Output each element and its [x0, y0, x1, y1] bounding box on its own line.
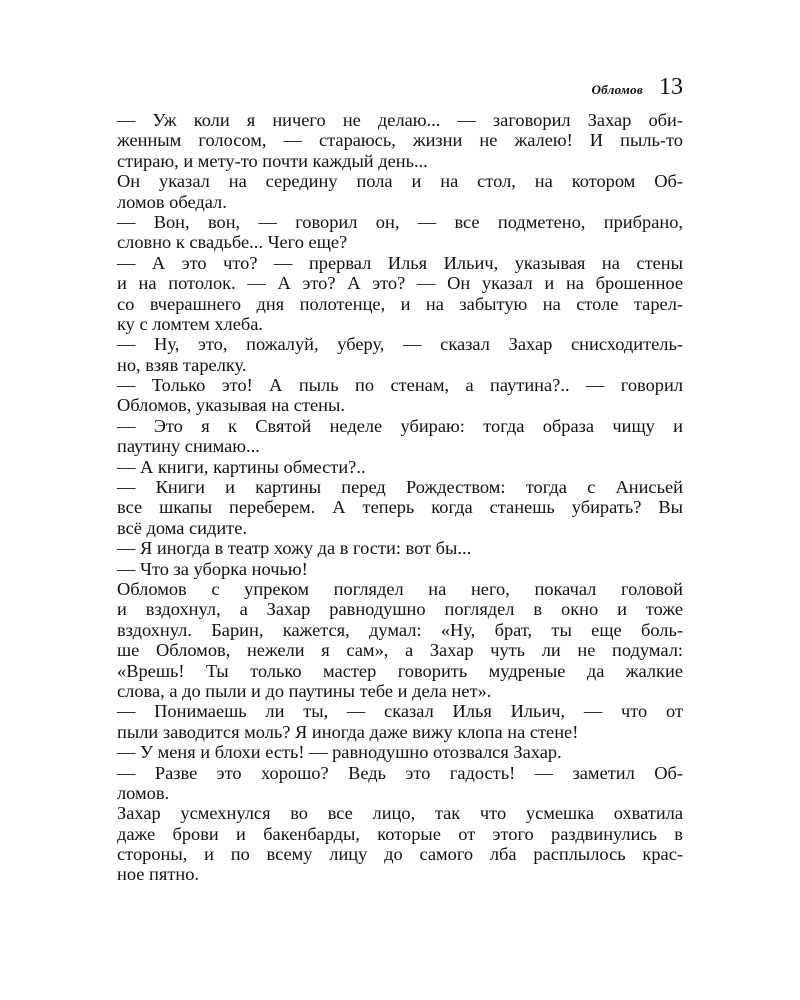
body-text	[117, 110, 683, 885]
text-line: стираю, и мету-то почти каждый день...	[117, 150, 428, 171]
text-line: все шкапы переберем. А теперь когда станешь убирать? Вы	[117, 497, 683, 518]
text-line: всё дома сидите.	[117, 517, 247, 538]
text-line: — Что за уборка ночью!	[117, 558, 308, 579]
text-line: Захар усмехнулся во все лицо, так что усмешка охватила	[117, 803, 683, 824]
text-line: — Книги и картины перед Рождеством: тогда с Анисьей	[117, 477, 683, 498]
text-line: Обломов с упреком поглядел на него, покачал головой	[117, 578, 683, 599]
text-line: ку с ломтем хлеба.	[117, 313, 263, 334]
text-line: ше Обломов, нежели я сам», а Захар чуть ли не подумал:	[117, 640, 683, 661]
text-line: вздохнул. Барин, кажется, думал: «Ну, брат, ты еще боль-	[117, 619, 683, 640]
text-line: — Ну, это, пожалуй, уберу, — сказал Захар снисходитель-	[117, 334, 683, 355]
page-number: 13	[659, 74, 683, 100]
text-line: ломов обедал.	[117, 191, 227, 212]
text-line: даже брови и бакенбарды, которые от этого раздвинулись в	[117, 823, 683, 844]
text-line: стороны, и по всему лицу до самого лба расплылось крас-	[117, 844, 683, 865]
text-line: — Вон, вон, — говорил он, — все подметено, прибрано,	[117, 211, 683, 232]
text-line: со вчерашнего дня полотенце, и на забытую на столе тарел-	[117, 293, 683, 314]
text-line: словно к свадьбе... Чего еще?	[117, 232, 348, 253]
text-line: — Понимаешь ли ты, — сказал Илья Ильич, — что от	[117, 701, 683, 722]
text-line: женным голосом, — стараюсь, жизни не жалею! И пыль-то	[117, 130, 683, 151]
text-line: ное пятно.	[117, 864, 199, 885]
text-line: Обломов, указывая на стены.	[117, 395, 345, 416]
text-line: паутину снимаю...	[117, 436, 260, 457]
text-line: и на потолок. — А это? А это? — Он указал и на брошенное	[117, 273, 683, 294]
text-line: — А книги, картины обмести?..	[117, 456, 366, 477]
text-line: «Врешь! Ты только мастер говорить мудреные да жалкие	[117, 660, 683, 681]
running-title: Обломов	[591, 82, 643, 97]
text-line: слова, а до пыли и до паутины тебе и дела нет».	[117, 680, 492, 701]
text-line: — Я иногда в театр хожу да в гости: вот бы...	[117, 538, 472, 559]
text-line: — У меня и блохи есть! — равнодушно отозвался Захар.	[117, 742, 562, 763]
text-line: — Это я к Святой неделе убираю: тогда образа чищу и	[117, 415, 683, 436]
text-line: пыли заводится моль? Я иногда даже вижу клопа на стене!	[117, 721, 579, 742]
text-line: ломов.	[117, 782, 170, 803]
text-line: и вздохнул, а Захар равнодушно поглядел в окно и тоже	[117, 599, 683, 620]
text-line: но, взяв тарелку.	[117, 354, 247, 375]
text-line: — Уж коли я ничего не делаю... — заговорил Захар оби-	[117, 110, 683, 130]
text-line: — Разве это хорошо? Ведь это гадость! — заметил Об-	[117, 762, 683, 783]
text-line: — А это что? — прервал Илья Ильич, указывая на стены	[117, 252, 683, 273]
running-head	[591, 74, 683, 104]
text-line: Он указал на середину пола и на стол, на котором Об-	[117, 171, 683, 192]
text-line: — Только это! А пыль по стенам, а паутина?.. — говорил	[117, 375, 683, 396]
